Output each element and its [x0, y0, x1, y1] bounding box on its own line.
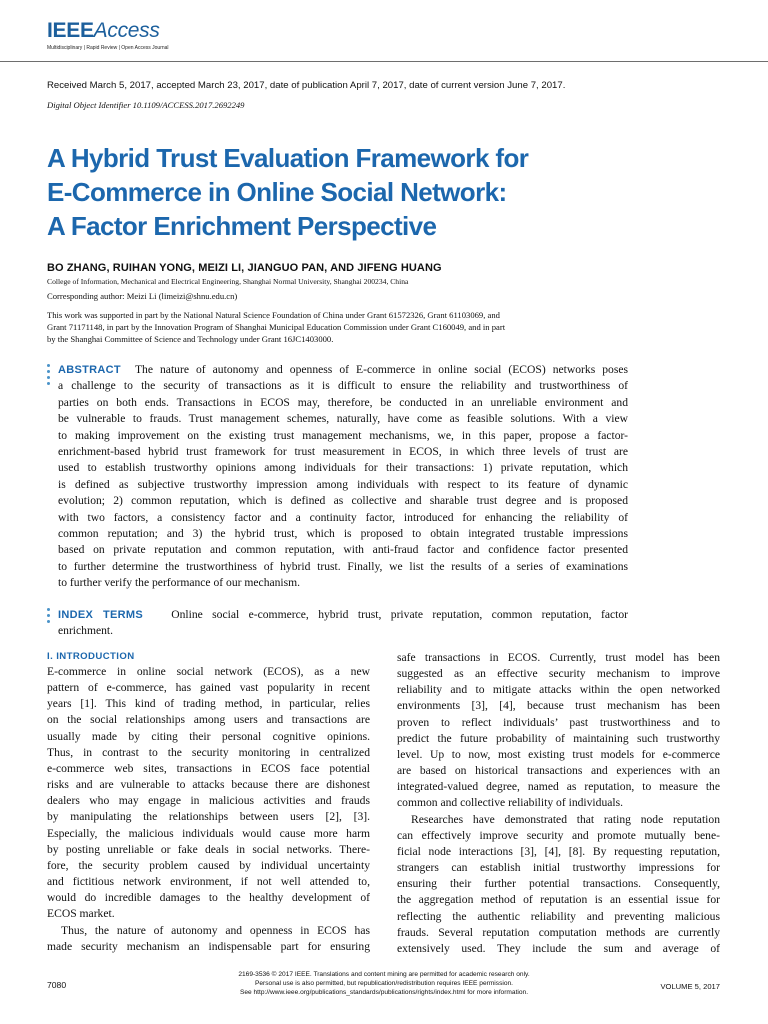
section-heading: I. INTRODUCTION: [47, 651, 135, 662]
body-line: the aggregation method of reputation is an essential issue for: [397, 893, 720, 907]
body-line: ensuring their further potential transactions. Consequently,: [397, 877, 720, 891]
body-line: Thus, in contrast to the security monitoring in centralized: [47, 745, 370, 759]
body-line: made security mechanism an indispensable part for ensuring: [47, 939, 370, 953]
abstract-line: parties on both ends. Transactions in ECOS may, therefore, be conducted in an unreliable environment and: [58, 395, 628, 409]
abstract-line: is defined as subjective trustworthy impression among individuals with respect to its feature of dynamic: [58, 477, 628, 491]
body-column-right: [397, 650, 720, 957]
body-line: reflecting the authentic reliability and preventing malicious: [397, 909, 720, 923]
abstract-line: based on private reputation and common reputation, with anti-fraud factor and confidence factor presented: [58, 543, 628, 557]
body-line: strangers can establish initial trustworthy impressions for: [397, 861, 720, 875]
index-terms-label: INDEX TERMS: [58, 609, 143, 621]
body-line: ECOS market.: [47, 907, 115, 921]
index-terms: [58, 607, 628, 640]
abstract-line: to further verify the performance of our mechanism.: [58, 576, 301, 590]
abstract-line: evolution; 2) common reputation, which is defined as collective and sharable trust degree and is proposed: [58, 494, 628, 508]
abstract-line: with two factors, a consistency factor and a continuity factor, introduced for enhancing the reliability of: [58, 510, 628, 524]
abstract: [58, 362, 628, 592]
body-line: common and collective reliability of individuals.: [397, 796, 624, 810]
body-line: integrated-valued degree, named as reputation, to measure the: [397, 780, 720, 794]
logo-access: Access: [93, 19, 160, 42]
logo-ieee: IEEE: [47, 19, 94, 42]
body-line: by posting unreliable or fake deals in social networks. There-: [47, 842, 370, 856]
funding-line: by the Shanghai Committee of Science and Technology under Grant 16JC1403000.: [47, 334, 334, 344]
abstract-dots-icon: [47, 364, 51, 388]
body-line: ficial node interactions [3], [4], [8]. By requesting reputation,: [397, 844, 720, 858]
body-line: Researches have demonstrated that rating node reputation: [411, 812, 720, 826]
body-line: frauds. Several reputation computation methods are currently: [397, 925, 720, 939]
body-line: level. Up to now, most existing trust models for e-commerce: [397, 747, 720, 761]
body-line: E-commerce in online social network (ECOS), as a new: [47, 665, 370, 678]
body-line: safe transactions in ECOS. Currently, trust model has been: [397, 651, 720, 664]
copyright-notice: [180, 970, 588, 998]
body-line: proven to reflect individuals’ past trustworthiness and to: [397, 715, 720, 729]
header-rule: [0, 61, 768, 62]
affiliation: College of Information, Mechanical and Electrical Engineering, Shanghai Normal University, Shanghai 200234, China: [47, 277, 409, 286]
body-column-left: [47, 650, 370, 955]
body-line: suggested as an effective security mechanism to improve: [397, 667, 720, 681]
body-line: can effectively improve security and promote mutually bene-: [397, 828, 720, 842]
corresponding-author: Corresponding author: Meizi Li (limeizi@shnu.edu.cn): [47, 291, 238, 301]
body-line: fore, the security problem caused by individual uncertainty: [47, 858, 370, 872]
body-line: years [1]. This kind of trading method, in particular, relies: [47, 697, 370, 711]
funding-line: Grant 71171148, in part by the Innovation Program of Shanghai Municipal Education Commission under Grant C160049, and in part: [47, 322, 506, 332]
abstract-line: to making improvement on the existing trust management mechanisms, we, in this paper, propose a factor-: [58, 428, 628, 442]
title-line: A Hybrid Trust Evaluation Framework for: [47, 143, 529, 173]
abstract-line: a challenge to the security of transactions as it is difficult to ensure the reliability and trustworthiness of: [58, 379, 628, 393]
body-line: reliability and to mitigate attacks within the open networked: [397, 683, 720, 697]
abstract-line: common reputation; and 3) the hybrid trust, which is proposed to obtain integrated trustable impressions: [58, 527, 628, 541]
funding-note: [47, 309, 647, 345]
body-line: by manipulating the relationships between users [2], [3].: [47, 810, 370, 824]
body-line: risks and are vulnerable to attacks because there are dishonest: [47, 778, 370, 792]
abstract-line: enrichment-based hybrid trust framework for trust measurement in ECOS, in which three levels of trust are: [58, 445, 628, 459]
journal-tagline: Multidisciplinary | Rapid Review | Open Access Journal: [47, 45, 169, 51]
body-line: e-commerce web sites, transactions in ECOS face potential: [47, 761, 370, 775]
index-terms-line: INDEX TERMS Online social e-commerce, hybrid trust, private reputation, common reputation, factor: [58, 608, 628, 621]
body-line: are based on historical transactions and experiences with an: [397, 764, 720, 778]
body-line: dealers who may engage in malicious activities and frauds: [47, 794, 370, 808]
received-dates: Received March 5, 2017, accepted March 23, 2017, date of publication April 7, 2017, date of current version June 7, 2017.: [47, 80, 566, 91]
body-line: would do incredible damages to the healthy development of: [47, 891, 370, 905]
abstract-line: to further determine the trustworthiness of hybrid trust. Finally, we list the results of a series of examinations: [58, 559, 628, 573]
title-line: A Factor Enrichment Perspective: [47, 211, 437, 241]
body-line: Thus, the nature of autonomy and openness in ECOS has: [61, 923, 370, 937]
title-line: E-Commerce in Online Social Network:: [47, 177, 507, 207]
body-line: on the social relationships among users and transactions are: [47, 713, 370, 727]
index-terms-line: enrichment.: [58, 624, 114, 638]
paper-title: [47, 141, 707, 243]
copyright-line: See http://www.ieee.org/publications_standards/publications/rights/index.html for more information.: [239, 989, 529, 997]
copyright-line: 2169-3536 © 2017 IEEE. Translations and content mining are permitted for academic research only.: [238, 971, 530, 978]
body-line: usually made by citing their personal cognitive opinions.: [47, 729, 370, 743]
body-line: and fictitious network environment, if not well attended to,: [47, 875, 370, 889]
doi: Digital Object Identifier 10.1109/ACCESS.2017.2692249: [47, 100, 245, 110]
body-line: extensively used. They include the sum and average of: [397, 941, 720, 955]
funding-line: This work was supported in part by the National Natural Science Foundation of China under Grant 61572326, Grant 61103069, and: [47, 310, 500, 320]
abstract-line: be vulnerable to frauds. Trust management schemes, naturally, have come as feasible solutions. With a view: [58, 412, 628, 426]
abstract-label: ABSTRACT: [58, 364, 121, 376]
abstract-line: ABSTRACT The nature of autonomy and openness of E-commerce in online social (ECOS) networks poses: [58, 363, 629, 376]
volume-label: VOLUME 5, 2017: [660, 982, 720, 991]
authors: BO ZHANG, RUIHAN YONG, MEIZI LI, JIANGUO PAN, AND JIFENG HUANG: [47, 262, 442, 274]
index-terms-dots-icon: [47, 608, 51, 626]
body-line: pattern of e-commerce, has gained vast popularity in recent: [47, 681, 370, 695]
body-line: predict the future probability of maintaining such trustworthy: [397, 731, 720, 745]
body-line: environments [3], [4], because trust mechanism has been: [397, 699, 720, 713]
copyright-line: Personal use is also permitted, but republication/redistribution requires IEEE permission.: [254, 980, 514, 988]
body-line: Especially, the malicious individuals would cause more harm: [47, 826, 370, 840]
journal-logo: [47, 20, 160, 42]
abstract-line: used to establish trustworthy opinions among individuals for their transactions: 1) private reputation, which: [58, 461, 628, 475]
page-number: 7080: [47, 980, 67, 990]
